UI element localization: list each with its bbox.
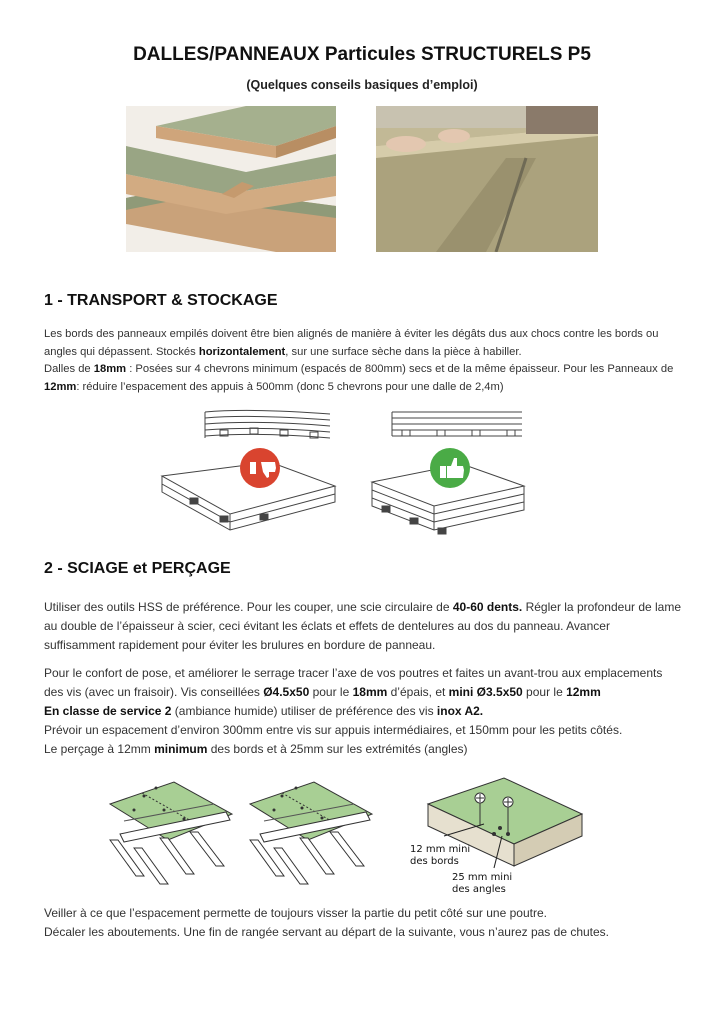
callout-edge-distance: 12 mm mini des bords [410, 844, 471, 867]
section2-paragraph-5: Le perçage à 12mm minimum des bords et à 25mm sur les extrémités (angles) [44, 742, 468, 756]
section1-paragraph-1: Les bords des panneaux empilés doivent être bien alignés de manière à éviter les dégâts dus aux chocs contre les bords ou angles qui dépassent. Stockés horizontalement, sur une surface sèche dans la pièce à habiller. [44, 328, 659, 358]
photo-fitting-panels [376, 106, 598, 252]
photo-stacked-boards [126, 106, 336, 252]
footer-line-2: Décaler les aboutements. Une fin de rangée servant au départ de la suivante, vous n’aurez pas de chutes. [44, 925, 610, 939]
section2-paragraph-2: Pour le confort de pose, et améliorer le serrage tracer l’axe de vos poutres et faites un avant-trou aux emplacements des vis (avec un fraisoir). Vis conseillées Ø4.5x50 pour le 18mm d’épais, et mini Ø3.5x50 pour le 12mm [44, 666, 663, 699]
footer-text [44, 904, 684, 942]
callout-corner-distance: 25 mm mini des angles [452, 872, 513, 895]
section1-text [44, 326, 684, 396]
section2-text [44, 598, 684, 759]
section2-paragraph-1: Utiliser des outils HSS de préférence. Pour les couper, une scie circulaire de 40-60 dents. Régler la profondeur de lame au double de l’épaisseur à scier, ceci évitant les éclats et effets de dentelures au dos du panneau. Avancer suffisamment rapidement pour éviter les brulures en bordure de panneau. [44, 600, 682, 652]
section1-paragraph-2: Dalles de 18mm : Posées sur 4 chevrons minimum (espacés de 800mm) secs et de la même épaisseur. Pour les Panneaux de 12mm: réduire l’espacement des appuis à 500mm (donc 5 chevrons pour une dalle de 2,4m) [44, 363, 674, 393]
section2-paragraph-4: Prévoir un espacement d’environ 300mm entre vis sur appuis intermédiaires, et 150mm pour les petits côtés. [44, 723, 623, 737]
section-heading-transport: 1 - TRANSPORT & STOCKAGE [44, 292, 278, 309]
section-heading-sawing: 2 - SCIAGE et PERÇAGE [44, 560, 231, 577]
storage-bad-diagram [160, 406, 340, 546]
screw-layout-diagram-1 [104, 774, 236, 890]
page-title: DALLES/PANNEAUX Particules STRUCTURELS P5 [133, 44, 591, 65]
storage-good-diagram [362, 406, 532, 546]
page-subtitle: (Quelques conseils basiques d’emploi) [246, 78, 478, 92]
footer-line-1: Veiller à ce que l’espacement permette de toujours visser la partie du petit côté sur une poutre. [44, 906, 547, 920]
section2-paragraph-3: En classe de service 2 (ambiance humide) utiliser de préférence des vis inox A2. [44, 704, 484, 718]
screw-layout-diagram-2 [246, 774, 376, 890]
